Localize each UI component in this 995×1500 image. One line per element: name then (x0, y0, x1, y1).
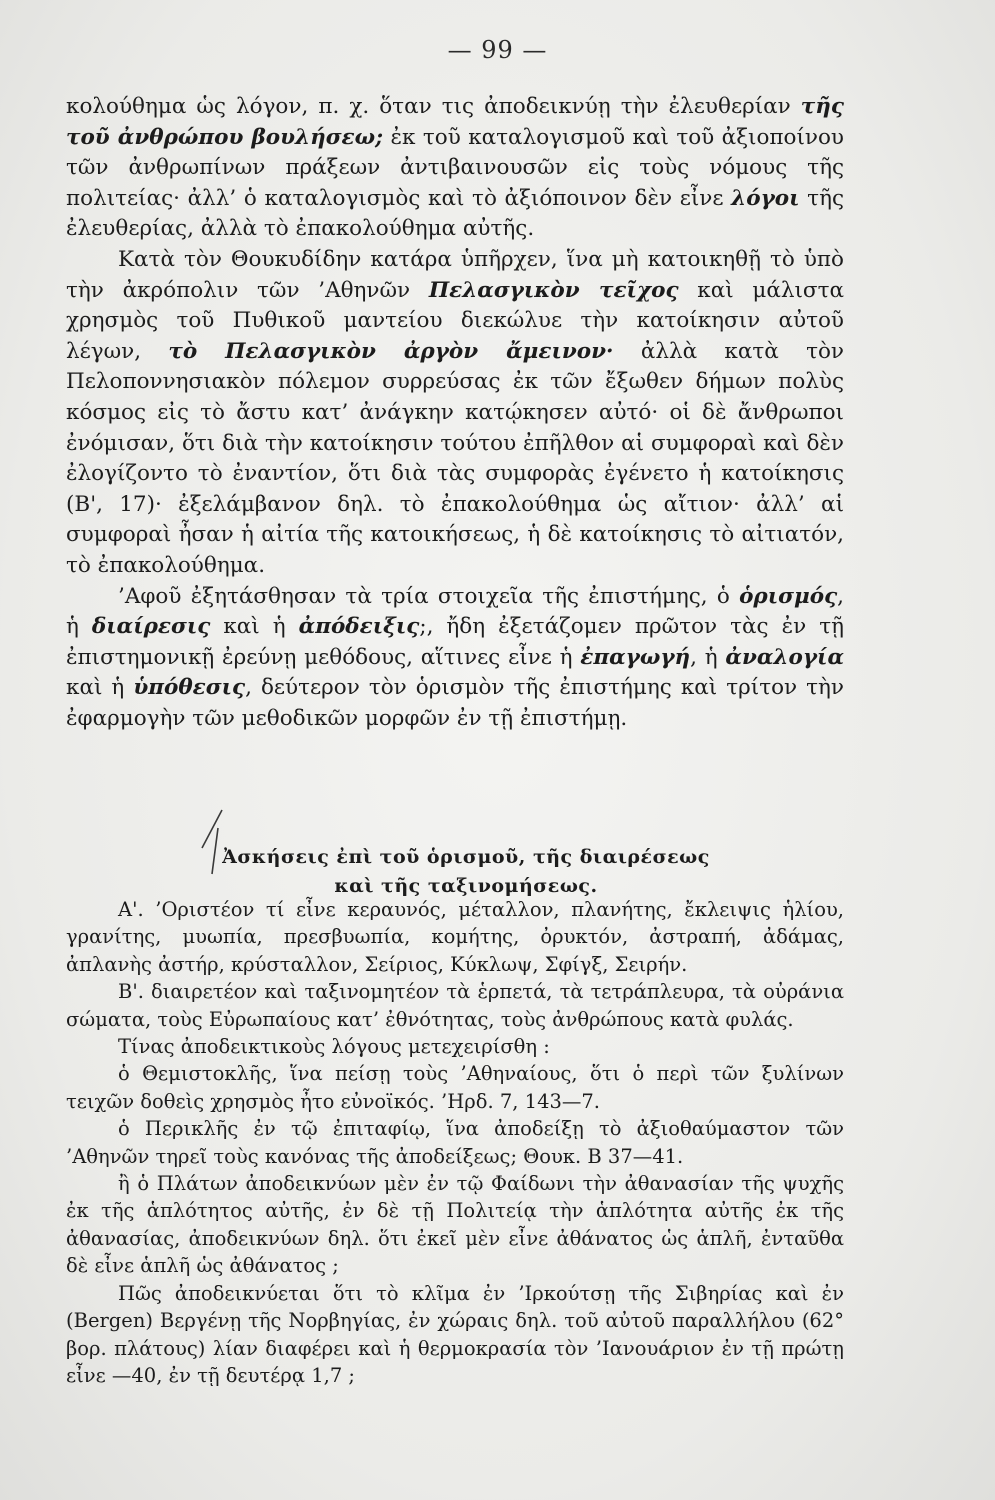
exercises-heading-line-1: Ἀσκήσεις ἐπὶ τοῦ ὁρισμοῦ, τῆς διαιρέσεως (222, 846, 710, 868)
p3-text-5: , ἡ (690, 644, 726, 670)
exercise-b: Β'. διαιρετέον καὶ ταξινομητέον τὰ ἑρπετά, τὰ τετράπλευρα, τὰ οὐράνια σώματα, τοὺς Εὐρωπαίους κατ’ ἐθνότητας, τοὺς ἀνθρώπους κατὰ φυλάς. (66, 980, 844, 1031)
exercises-heading-line-2: καὶ τῆς ταξινομήσεως. (334, 875, 598, 897)
p3-text-2: , ἡ (66, 583, 844, 640)
paragraph-2 (66, 245, 844, 582)
p1-text-1: κολούθημα ὡς λόγον, π. χ. ὅταν τις ἀποδεικνύῃ τὴν ἐλευθερίαν (66, 94, 801, 119)
p3-text-4: ;, ἤδη ἐξετάζομεν πρῶτον τὰς ἐν τῇ ἐπιστημονικῇ ἐρεύνῃ μεθόδους, αἵτινες εἶνε ἡ (66, 614, 844, 670)
page-number: — 99 — (447, 36, 548, 64)
p3-emphasis-3: ἀπόδειξις (298, 614, 420, 640)
main-text (66, 92, 844, 734)
exercise-q4: Πῶς ἀποδεικνύεται ὅτι τὸ κλῖμα ἐν ’Ιρκούτσῃ τῆς Σιβηρίας καὶ ἐν (Bergen) Βεργένῃ τῆς Νορβηγίας, ἐν χώραις δηλ. τοῦ αὐτοῦ παραλλήλου (62° βορ. πλάτους) λίαν διαφέρει καὶ ἡ θερμοκρασία τὸν ’Ιανουάριον ἐν τῇ πρώτῃ εἶνε —40, ἐν τῇ δευτέρᾳ 1,7 ; (66, 1281, 844, 1387)
p3-text-7: , δεύτερον τὸν ὁρισμὸν τῆς ἐπιστήμης καὶ τρίτον τὴν ἐφαρμογὴν τῶν μεθοδικῶν μορφῶν ἐν τῇ ἐπιστήμῃ. (66, 675, 844, 731)
p3-emphasis-4: ἐπαγωγή (580, 644, 691, 670)
exercises-heading (186, 843, 746, 901)
p1-emphasis-2: λόγοι (731, 185, 800, 211)
exercises-text (66, 896, 844, 1389)
p3-emphasis-6: ὑπόθεσις (133, 675, 246, 701)
p2-emphasis-2: τὸ Πελασγικὸν ἀργὸν ἄμεινον· (168, 338, 614, 364)
p2-text-3: ἀλλὰ κατὰ τὸν Πελοποννησιακὸν πόλεμον συρρεύσας ἐκ τῶν ἔξωθεν δήμων πολὺς κόσμος εἰς τὸ ἄστυ κατ’ ἀνάγκην κατῴκησεν αὐτό· οἱ δὲ ἄνθρωποι ἐνόμισαν, ὅτι διὰ τὴν κατοίκησιν τούτου ἐπῆλθον αἱ συμφοραὶ καὶ δὲν ἐλογίζοντο τὸ ἐναντίον, ὅτι διὰ τὰς συμφορὰς ἐγένετο ἡ κατοίκησις (Β', 17)· ἐξελάμβανον δηλ. τὸ ἐπακολούθημα ὡς αἴτιον· ἀλλ’ αἱ συμφοραὶ ἦσαν ἡ αἰτία τῆς κατοικήσεως, ἡ δὲ κατοίκησις τὸ αἰτιατόν, τὸ ἐπακολούθημα. (66, 338, 844, 578)
p1-emphasis-1: τῆς τοῦ ἀνθρώπου βουλήσεω; (66, 94, 844, 150)
paragraph-3 (66, 582, 844, 735)
p2-text-1: Κατὰ τὸν Θουκυδίδην κατάρα ὑπῆρχεν, ἵνα μὴ κατοικηθῇ τὸ ὑπὸ τὴν ἀκρόπολιν τῶν ’Αθηνῶν (66, 246, 844, 303)
exercise-q1: ὁ Θεμιστοκλῆς, ἵνα πείσῃ τοὺς ’Αθηναίους, ὅτι ὁ περὶ τῶν ξυλίνων τειχῶν δοθεὶς χρησμὸς ἦτο εὐνοϊκός. ’Ηρδ. 7, 143—7. (66, 1062, 844, 1113)
p3-emphasis-1: ὁρισμός (739, 583, 838, 609)
p3-emphasis-2: διαίρεσις (91, 614, 211, 640)
p2-text-2: καὶ μάλιστα χρησμὸς τοῦ Πυθικοῦ μαντείου διεκώλυε τὴν κατοίκησιν αὐτοῦ λέγων, (66, 277, 845, 364)
p3-text-6: καὶ ἡ (66, 675, 134, 701)
paragraph-1 (66, 92, 844, 245)
p1-text-2: ἐκ τοῦ καταλογισμοῦ καὶ τοῦ ἀξιοποίνου τῶν ἀνθρωπίνων πράξεων ἀντιβαινουσῶν εἰς τοὺς νόμους τῆς πολιτείας· ἀλλ’ ὁ καταλογισμὸς καὶ τὸ ἀξιόποινον δὲν εἶνε (66, 124, 844, 211)
p3-text-3: καὶ ἡ (210, 614, 299, 640)
p3-emphasis-5: ἀναλογία (725, 644, 844, 670)
exercise-question: Τίνας ἀποδεικτικοὺς λόγους μετεχειρίσθη : (118, 1035, 550, 1059)
exercise-q2: ὁ Περικλῆς ἐν τῷ ἐπιταφίῳ, ἵνα ἀποδείξῃ τὸ ἀξιοθαύμαστον τῶν ’Αθηνῶν τηρεῖ τοὺς κανόνας τῆς ἀποδείξεως; Θουκ. Β 37—41. (66, 1117, 844, 1168)
exercise-a: Α'. ’Οριστέον τί εἶνε κεραυνός, μέταλλον, πλανήτης, ἔκλειψις ἡλίου, γρανίτης, μυωπία, πρεσβυωπία, κομήτης, ὀρυκτόν, ἀστραπή, ἀδάμας, ἀπλανὴς ἀστήρ, κρύσταλλον, Σείριος, Κύκλωψ, Σφίγξ, Σειρήν. (66, 898, 844, 976)
p1-text-3: τῆς ἐλευθερίας, ἀλλὰ τὸ ἐπακολούθημα αὐτῆς. (66, 185, 845, 242)
p2-emphasis-1: Πελασγικὸν τεῖχος (428, 277, 679, 303)
p3-text-1: ’Αφοῦ ἐξητάσθησαν τὰ τρία στοιχεῖα τῆς ἐπιστήμης, ὁ (118, 583, 740, 609)
exercise-q3: ἢ ὁ Πλάτων ἀποδεικνύων μὲν ἐν τῷ Φαίδωνι τὴν ἀθανασίαν τῆς ψυχῆς ἐκ τῆς ἁπλότητος αὐτῆς, ἐν δὲ τῇ Πολιτείᾳ τὴν ἁπλότητα αὐτῆς ἐκ τῆς ἀθανασίας, ἀποδεικνύων δηλ. ὅτι ἐκεῖ μὲν εἶνε ἀθάνατος ὡς ἁπλῆ, ἐνταῦθα δὲ εἶνε ἁπλῆ ὡς ἀθάνατος ; (66, 1172, 844, 1278)
